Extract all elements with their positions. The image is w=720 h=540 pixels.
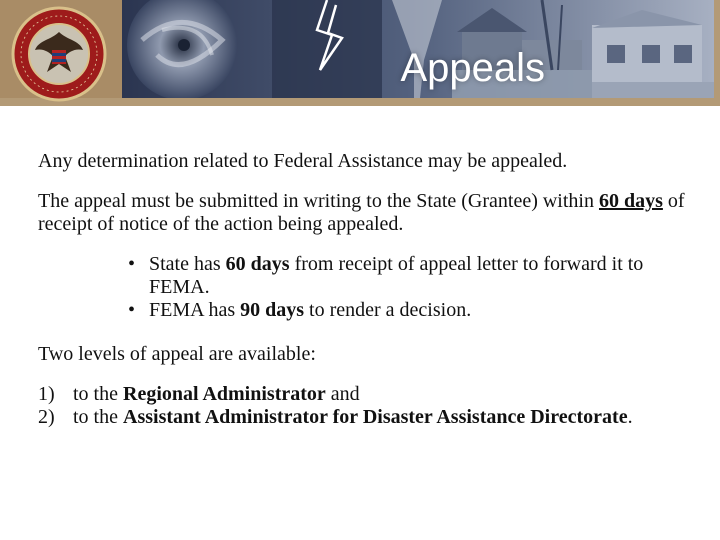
deadline-bullet-list [128, 253, 648, 322]
appeal-level-item: 1) to the Regional Administrator and [38, 383, 360, 405]
appeal-levels-intro: Two levels of appeal are available: [38, 343, 316, 365]
deadline-emphasis: 60 days [598, 190, 663, 212]
mema-seal-logo [7, 6, 111, 102]
appeal-level-item: 2) to the Assistant Administrator for Disaster Assistance Directorate. [38, 406, 633, 428]
appeal-levels-list [38, 383, 688, 429]
header-banner [0, 0, 720, 106]
paragraph-appeal-deadline: The appeal must be submitted in writing to the State (Grantee) within 60 days of receipt of notice of the action being appealed. [38, 190, 685, 235]
bullet-item-state: • State has 60 days from receipt of appeal letter to forward it to FEMA. [128, 253, 644, 298]
page-title: Appeals [400, 46, 545, 90]
paragraph-determination: Any determination related to Federal Assistance may be appealed. [38, 150, 568, 172]
slide-content [38, 150, 688, 429]
bullet-item-fema: • FEMA has 90 days to render a decision. [128, 299, 472, 321]
bullet-icon: • [128, 253, 136, 275]
bullet-icon: • [128, 299, 136, 321]
banner-frame-right [714, 0, 720, 106]
